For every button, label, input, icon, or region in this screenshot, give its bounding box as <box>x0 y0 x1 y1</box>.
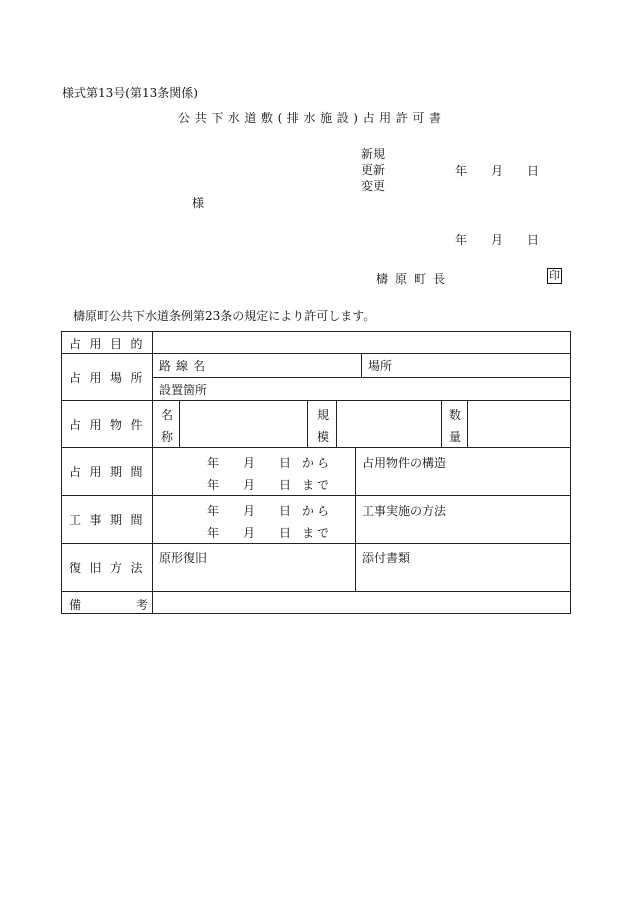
month-unit: 月 <box>491 233 504 247</box>
structure-label: 占用物件の構造 <box>362 456 447 470</box>
document-title: 公共下水道敷(排水施設)占用許可書 <box>178 111 446 125</box>
seal-mark: 印 <box>549 269 560 282</box>
day-unit: 日 <box>279 478 292 492</box>
permit-kind-new: 新規 <box>361 147 386 161</box>
work-method-label: 工事実施の方法 <box>362 504 447 518</box>
remarks-label-left: 備 <box>69 598 82 612</box>
restore-label: 復旧方法 <box>69 561 152 575</box>
year-unit: 年 <box>207 526 220 540</box>
name-label-bottom: 称 <box>161 430 174 444</box>
day-unit: 日 <box>527 164 540 178</box>
purpose-label: 占用目的 <box>69 337 152 351</box>
year-unit: 年 <box>207 504 220 518</box>
year-unit: 年 <box>207 456 220 470</box>
year-unit: 年 <box>207 478 220 492</box>
remarks-label-right: 考 <box>136 598 149 612</box>
day-unit: 日 <box>527 233 540 247</box>
permit-date <box>0 231 630 247</box>
work-period-label: 工事期間 <box>69 513 152 527</box>
issue-date <box>0 162 630 178</box>
permit-statement: 檮原町公共下水道条例第23条の規定により許可します。 <box>73 309 376 323</box>
quantity-label-bottom: 量 <box>449 430 462 444</box>
year-unit: 年 <box>455 233 468 247</box>
attachments-label: 添付書類 <box>362 551 411 565</box>
month-unit: 月 <box>243 504 256 518</box>
month-unit: 月 <box>243 456 256 470</box>
period-label: 占用期間 <box>69 465 152 479</box>
year-unit: 年 <box>455 164 468 178</box>
quantity-label-top: 数 <box>449 408 462 422</box>
day-unit: 日 <box>279 456 292 470</box>
location-label: 占用場所 <box>69 371 152 385</box>
permit-kind-change: 変更 <box>361 179 386 193</box>
route-name-label: 路線名 <box>159 359 211 373</box>
object-label: 占用物件 <box>69 418 152 432</box>
permit-table <box>61 331 571 614</box>
permit-kind-renewal: 更新 <box>361 163 386 177</box>
month-unit: 月 <box>243 478 256 492</box>
until-label: まで <box>302 478 333 492</box>
issuer-name: 檮原町長 <box>376 272 453 286</box>
scale-label-top: 規 <box>317 408 330 422</box>
day-unit: 日 <box>279 504 292 518</box>
name-label-top: 名 <box>161 408 174 422</box>
restore-value: 原形復旧 <box>159 551 208 565</box>
recipient-honorific: 様 <box>192 196 205 210</box>
month-unit: 月 <box>243 526 256 540</box>
place-label: 場所 <box>368 359 393 373</box>
from-label: から <box>302 504 333 518</box>
month-unit: 月 <box>491 164 504 178</box>
until-label: まで <box>302 526 333 540</box>
day-unit: 日 <box>279 526 292 540</box>
installation-label: 設置箇所 <box>159 383 208 397</box>
from-label: から <box>302 456 333 470</box>
scale-label-bottom: 模 <box>317 430 330 444</box>
form-number-label: 様式第13号(第13条関係) <box>62 86 198 100</box>
